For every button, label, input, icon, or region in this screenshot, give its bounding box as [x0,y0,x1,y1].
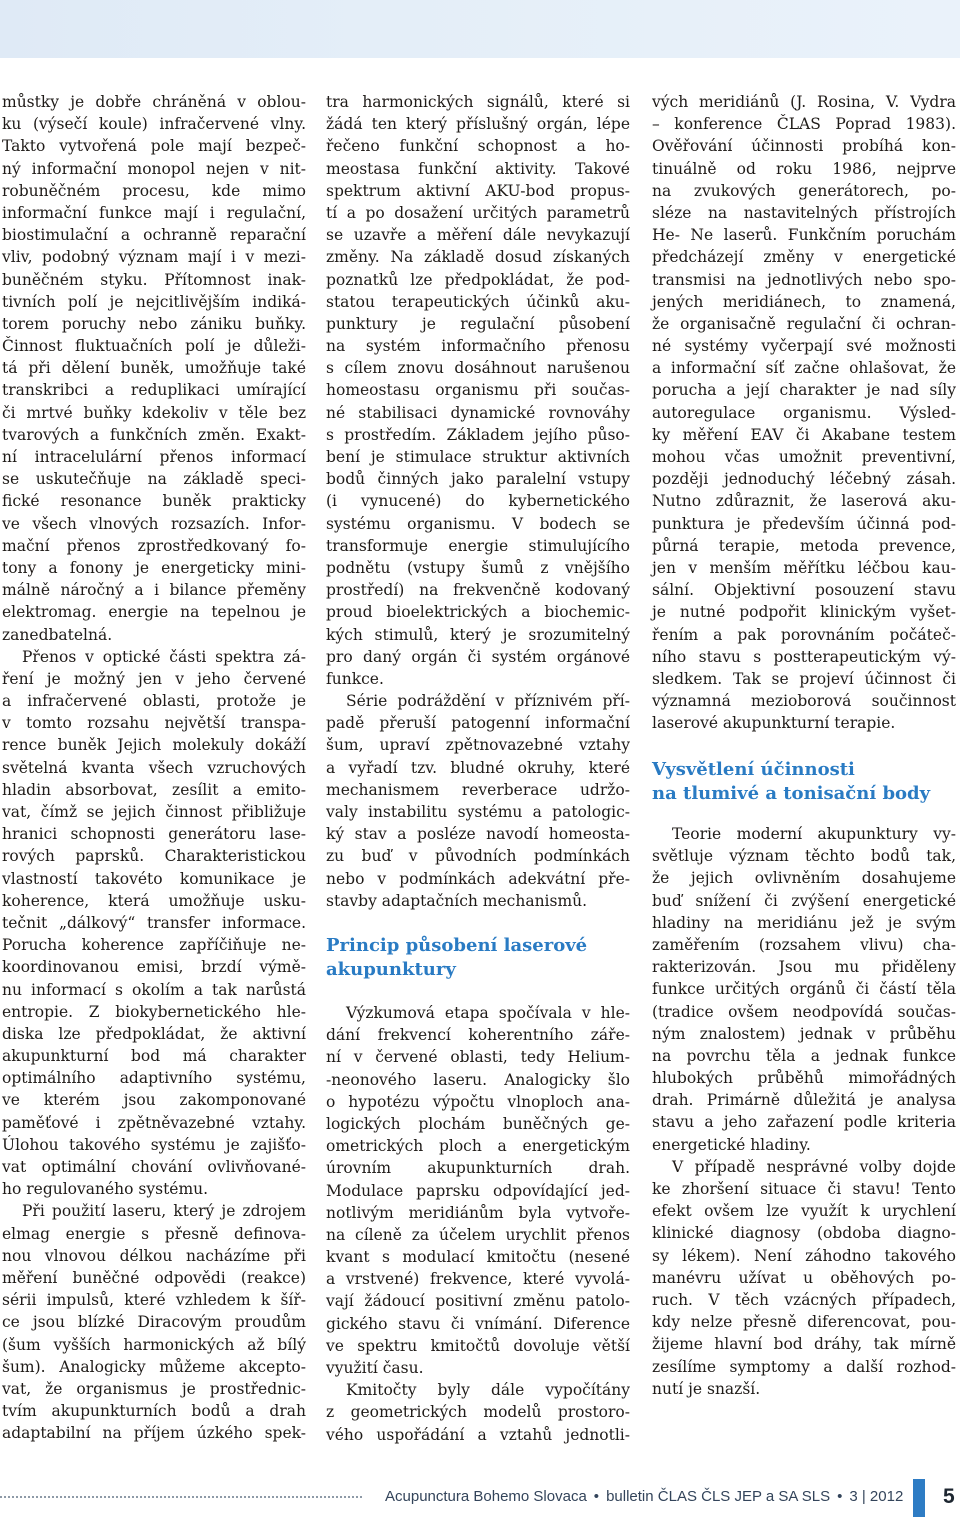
text-line: paměťové i zpětněvazebné vztahy. [2,1113,306,1132]
text-line: zaměřením (rozsahem vlivu) cha- [652,935,956,954]
text-line: koherence, která umožňuje usku- [2,891,306,910]
text-line: kých stimulů, který je srozumitelný [326,625,630,644]
text-line: ke zhoršení situace či stavu! Tento [652,1180,956,1198]
text-line: málně náročný a i bilance přeměny [2,581,306,600]
text-line: vají žádoucí positivní změnu patolo- [326,1292,630,1311]
text-line: na cíleně za účelem urychlit přenos [326,1225,630,1244]
text-line: efekt ovšem lze využít k urychlení [652,1202,956,1221]
text-line: né stabilisaci dynamické rovnováhy [326,403,630,422]
text-line: vliv, podobný význam mají i v mezi- [2,248,306,267]
text-line: ky měření EAV či Akabane testem [652,425,956,444]
section-heading-line: Princip působení laserové [326,934,588,956]
issue-label: 3 | 2012 [849,1488,904,1505]
text-line: tivních polí je nejcitlivějším indiká- [2,292,306,311]
paragraph [652,823,956,1156]
text-line: buněčném styku. Přítomnost inak- [2,270,306,289]
text-line: ný informační monopol nejen v nit- [2,159,306,178]
text-line: ho regulovaného systému. [2,1180,209,1199]
text-line: sérii impulsů, které vzhledem k šíř- [2,1291,306,1310]
text-line: zesílíme symptomy a další rozhod- [652,1357,956,1376]
text-line: předcházejí změny v energetické [652,248,956,267]
text-line: vých meridiánů (J. Rosina, V. Vydra [652,93,956,111]
paragraph [326,1379,630,1446]
text-line: bodů činných jako paralelní vstupy [326,470,630,489]
text-line: V případě nesprávné volby dojde [672,1157,956,1176]
text-line: poznatků lze předpokládat, že pod- [326,270,630,289]
text-line: hladiny na meridiánu jež je svým [652,913,956,932]
text-line: manévru užívat u oběhových po- [652,1268,956,1287]
text-line: torem poruchy nebo zániku buňky. [2,314,306,333]
text-line: prostředí) na frekvenčně kodovaný [326,581,630,600]
text-line: vat optimální chování ovlivňované- [2,1158,306,1176]
text-line: na zvukových generátorech, po- [652,181,956,200]
text-line: změny. Na základě dosud získaných [326,248,630,267]
text-line: později jednoduchý léčebný zásah. [652,470,956,489]
text-line: šum). Analogicky můžeme akcepto- [2,1357,306,1376]
text-line: ní v červené oblasti, tedy Helium- [326,1048,630,1067]
text-line: stavby adaptačních mechanismů. [326,891,588,910]
text-line: Kmitočty byly dále vypočítány [346,1381,630,1400]
text-line: padě přeruší patogenní informační [326,714,630,733]
page-number: 5 [943,1485,955,1508]
text-line: šum, upraví zpětnovazebné vztahy [326,736,630,755]
text-line: transkribci a reduplikaci umírající [2,381,306,400]
text-line: nu informací s okolím a tak narůstá [2,980,306,999]
text-line: tvím akupunkturních bodů a drah [2,1402,306,1421]
text-line: je nutné podpořit klinickým vyšet- [652,603,956,622]
text-line: a vrstvené) frekvence, které vyvolá- [326,1270,630,1289]
text-line: kdy nelze přesně diferencovat, pou- [652,1313,956,1332]
text-line: Teorie moderní akupunktury vy- [672,825,956,843]
column-1 [2,0,306,1460]
text-line: pro daný orgán či systém orgánové [326,647,630,666]
text-line: valy instabilitu systému a patologic- [326,803,630,821]
text-line: a informační síť začne ohlašovat, že [652,359,956,378]
text-line: Přenos v optické části spektra zá- [22,647,306,666]
bullet-separator: • [593,1488,600,1505]
text-line: světluje význam těchto bodů tak, [652,847,956,866]
text-line: gického stavu či vnímání. Diference [326,1314,630,1333]
text-line: entropie. Z biokybernetického hle- [2,1002,306,1021]
text-line: buď snížení či zvýšení energetické [652,891,956,910]
text-line: Takto vytvořená pole mají bezpeč- [2,137,306,156]
text-line: Série podráždění v příznivém pří- [346,692,630,711]
text-line: fické resonance buněk prakticky [2,492,306,511]
column-3 [652,0,956,1460]
text-line: proud bioelektrických a biochemic- [326,603,630,622]
text-line: tí a po dosažení určitých parametrů [326,203,630,222]
text-line: že jejich ovlivněním dosahujeme [652,869,956,888]
paragraph [652,91,956,734]
text-line: žijeme hlavní bod dráhy, tak mírně [652,1335,956,1354]
text-line: podnětu (vstupy šumů z vnějšího [326,558,630,577]
text-line: ným znalostem) jednak v průběhu [652,1024,956,1043]
text-line: tá při dělení buněk, umožňuje také [2,359,306,378]
text-line: vat, čímž se jejich činnost přibližuje [2,803,306,821]
text-line: ního stavu s postterapeutickým vý- [652,647,956,666]
text-line: Nutno zdůraznit, že laserová aku- [652,492,956,511]
text-line: ometrických ploch a energetickým [326,1137,630,1156]
text-line: tra harmonických signálů, které si [326,93,630,111]
text-line: vlastností takovéto komunikace je [2,869,306,888]
text-line: sy lékem). Není záhodno takového [652,1246,956,1265]
text-line: tvarových a funkčních změn. Exakt- [2,425,306,444]
text-line: tečnit „dálkový“ transfer informace. [2,913,306,932]
text-line: z geometrických modelů prostoro- [326,1403,630,1422]
text-line: punktura je především účinná pod- [652,514,956,533]
text-line: světelná kvanta všech vzruchových [2,758,306,777]
text-line: hranici schopnosti generátoru lase- [2,825,306,844]
text-line: vého uspořádání a vztahů jednotli- [326,1425,630,1444]
text-line: hladin absorbovat, zesílit a emito- [2,780,306,799]
section-heading-line: Vysvětlení účinnosti [652,758,855,780]
text-line: s cílem znovu dosáhnout narušenou [326,359,630,378]
text-line: transformuje energie stimulujícího [326,536,630,555]
text-line: můstky je dobře chráněná v oblou- [2,93,306,111]
text-line: energetické hladiny. [652,1135,811,1154]
journal-name: Acupunctura Bohemo Slovaca [385,1488,587,1505]
text-line: diska lze předpokládat, že aktivní [2,1024,306,1043]
text-line: notlivým meridiánům byla vytvoře- [326,1203,630,1222]
text-line: meostasa funkční aktivity. Takové [326,159,630,178]
footer [385,1487,903,1507]
text-line: ký stav a posléze navodí homeosta- [326,825,630,844]
bulletin-name: bulletin ČLAS ČLS JEP a SA SLS [606,1488,831,1505]
paragraph [326,91,630,690]
paragraph [326,1002,630,1379]
text-line: mohou včas umožnit preventivní, [652,448,956,466]
text-line: s prostředím. Základem jejího půso- [326,425,630,444]
text-line: ce jsou blízké Diracovým proudům [2,1313,306,1332]
section-heading [652,758,956,807]
paragraph [2,646,306,1201]
text-line: spektrum aktivní AKU-bod propus- [326,181,630,200]
text-line: ve spektru kmitočtů dovoluje větší [326,1336,630,1355]
text-line: úrovním akupunkturních drah. [326,1159,630,1178]
text-line: využití času. [326,1359,424,1377]
text-line: dání frekvencí koherentního záře- [326,1026,630,1045]
footer-dotted-rule [0,1496,362,1498]
text-line: Úlohou takového systému je zajišťo- [2,1135,306,1154]
text-line: (šum vyšších harmonických až bílý [2,1335,306,1354]
text-line: – konference ČLAS Poprad 1983). [652,115,956,134]
text-line: -neonového laseru. Analogicky šlo [326,1070,630,1089]
text-line: porucha a její charakter je nad síly [652,381,956,400]
text-line: elektromag. energie na tepelnou je [2,603,306,622]
text-block [652,823,956,1400]
text-line: statou terapeutických účinků aku- [326,292,630,311]
text-line: logických plochám buněčných ge- [326,1114,630,1133]
text-line: sléze na nastavitelných přístrojích [652,203,956,222]
text-line: drah. Primárně důležitá je analysa [652,1091,956,1110]
text-line: Modulace paprsku odpovídající jed- [326,1181,630,1200]
text-line: na povrchu těla a jednak funkce [652,1046,956,1065]
paragraph [326,690,630,912]
text-line: ve kterém jsou zakomponované [2,1091,306,1110]
paragraph [2,91,306,646]
text-line: mační přenos zprostředkovaný fo- [2,536,306,555]
paragraph [2,1200,306,1444]
text-line: adaptabilní na příjem úzkého spek- [2,1424,306,1443]
text-line: Výzkumová etapa spočívala v hle- [346,1004,630,1022]
page-number-bar [913,1479,925,1517]
text-block [652,91,956,734]
text-line: že organisačně regulační či ochran- [652,314,956,333]
section-heading [326,934,630,983]
text-line: se uzavře a měření dále nevykazují [326,226,630,245]
text-line: elmag energie s přesně definova- [2,1224,306,1243]
text-line: nebo v podmínkách adekvátní pře- [326,869,630,888]
text-line: laserové akupunkturní terapie. [652,714,896,733]
bullet-separator: • [837,1488,843,1505]
text-line: Ověřování účinnosti probíhá kon- [652,137,956,156]
text-line: akupunkturní bod má charakter [2,1047,306,1066]
text-line: stavu a jeho zařazení podle kriteria [652,1113,956,1132]
text-line: na systém informačního přenosu [326,337,630,356]
text-line: řením a pak porovnáním počáteč- [652,625,956,644]
text-line: Porucha koherence zapříčiňuje ne- [2,936,306,955]
text-line: systému organismu. V bodech se [326,514,630,533]
text-line: Činnost fluktuačních polí je důleži- [2,337,306,356]
text-line: se uskutečňuje na základě speci- [2,470,306,489]
text-line: řečeno funkční schopnost a ho- [326,137,630,156]
text-line: optimálního adaptivního systému, [2,1069,306,1088]
text-line: v tomto rozsahu největší transpa- [2,714,306,733]
text-line: či mrtvé buňky kdekoliv v těle bez [2,403,306,422]
text-line: významná mezioborová součinnost [652,692,956,711]
text-line: funkce určitých orgánů či částí těla [652,980,956,999]
text-line: měření buněčné odpovědi (reakce) [2,1268,306,1287]
text-line: rence buněk Jejich molekuly dokáží [2,736,306,755]
text-line: punktury je regulační působení [326,314,630,333]
text-line: informační funkce mají i regulační, [2,203,306,222]
text-line: ku (výsečí koule) infračervené vlny. [2,115,306,134]
text-line: (tradice ovšem neodpovídá součas- [652,1002,956,1021]
paragraph [652,1156,956,1400]
text-line: Při použití laseru, který je zdrojem [22,1202,306,1221]
text-line: zu buď v původních podmínkách [326,847,630,866]
text-line: transmisi na jednotlivých nebo spo- [652,270,956,289]
text-line: né systémy vyčerpají své možnosti [652,337,956,356]
text-line: kvant s modulací kmitočtu (nesené [326,1248,630,1267]
text-line: o hypotézu výpočtu vlnoploch ana- [326,1092,630,1111]
text-line: ření je možný jen v jeho červené [2,669,306,688]
text-line: sální. Objektivní posouzení stavu [652,581,956,600]
section-heading-line: akupunktury [326,959,456,980]
text-line: jených meridiánech, to znamená, [652,292,956,311]
text-line: klinické diagnosy (obdoba diagno- [652,1224,956,1243]
text-line: nou vlnovou délkou nacházíme při [2,1246,306,1265]
text-line: ruch. V těch vzácných případech, [652,1290,956,1309]
column-2 [326,0,630,1460]
text-block [2,91,306,1444]
text-block [326,91,630,912]
text-line: žádá ten který příslušný orgán, lépe [326,115,630,134]
text-line: (i vynucené) do kybernetického [326,492,630,511]
text-line: nutí je snazší. [652,1379,761,1398]
text-line: biostimulační a ochranně reparační [2,226,306,245]
text-block [326,1002,630,1446]
text-line: ve všech vlnových rozsazích. Infor- [2,514,306,533]
text-line: jen v menším měřítku léčbou kau- [652,558,956,577]
text-line: a vyřadí tzv. bludné okruhy, které [326,758,630,777]
section-heading-line: na tlumivé a tonisační body [652,783,931,804]
text-line: ní intracelulární přenos informací [2,448,306,466]
text-line: půrná terapie, metoda prevence, [652,536,956,555]
text-line: koordinovanou emisi, brzdí výmě- [2,958,306,977]
text-line: mechanismem reverberace udržo- [326,780,630,799]
text-line: homeostasu organismu při součas- [326,381,630,400]
text-line: vat, že organismus je prostřednic- [2,1379,306,1398]
text-line: robuněčném procesu, kde mimo [2,181,306,200]
text-line: hlubokých průběhů mimořádných [652,1069,956,1088]
text-line: zanedbatelná. [2,625,113,644]
text-line: a infračervené oblasti, protože je [2,692,306,711]
text-line: rových paprsků. Charakteristickou [2,847,306,866]
text-line: tony a fonony je energeticky mini- [2,558,306,577]
text-line: He- Ne laserů. Funkčním poruchám [652,226,956,245]
text-line: rakterizován. Jsou mu přiděleny [652,958,956,977]
text-line: tinuálně od roku 1986, nejprve [652,159,956,178]
text-line: autoregulace organismu. Výsled- [652,403,956,422]
text-line: bení je stimulace struktur aktivních [326,448,630,466]
text-line: sledkem. Tak se projeví účinnost či [652,669,956,688]
text-line: funkce. [326,669,384,688]
